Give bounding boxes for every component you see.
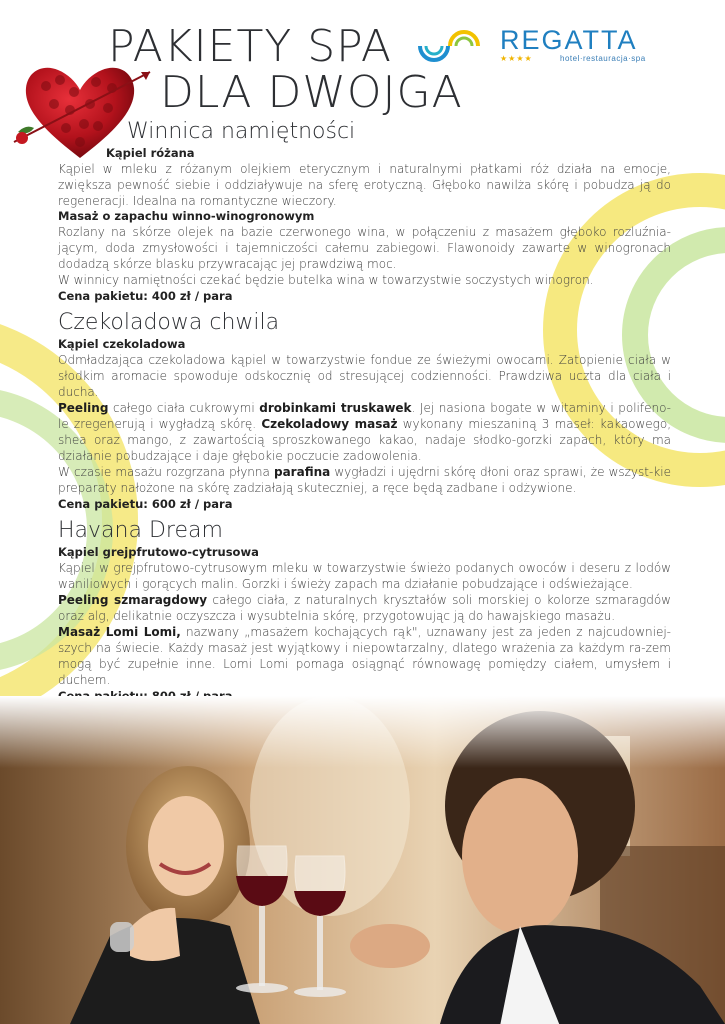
paraffin-text: W czasie masażu rozgrzana płynna bbox=[58, 465, 274, 479]
logo-tagline: hotel·restauracja·spa bbox=[560, 54, 646, 63]
section-subtitle: Kąpiel różana bbox=[106, 146, 195, 160]
regatta-logo bbox=[414, 22, 679, 72]
peeling-label: Peeling bbox=[58, 401, 109, 415]
paragraph: Odmładzająca czekoladowa kąpiel w towarzystwie fondue ze świeżymi owocami. Zatopienie ciała w słodkim aromacie spowoduje odskocznię od stresującej codzienności. Prawdziwa uczta dla ciała i ducha. bbox=[58, 353, 671, 399]
section-title: Havana Dream bbox=[58, 518, 223, 543]
paragraph: Rozlany na skórze olejek na bazie czerwonego wina, w połączeniu z masażem głęboko rozluźnia-jącym, doda zmysłowości i tajemniczości całemu zabiegowi. Flawonoidy zawarte w winogronach dodadzą skórze blasku przywracając jej prawdziwą moc. bbox=[58, 225, 671, 271]
paragraph: W winnicy namiętności czekać będzie butelka wina w towarzystwie soczystych winogron. bbox=[58, 273, 594, 287]
section-winnica bbox=[58, 118, 671, 305]
paraffin-text: wygładzi i ujędrni skórę dłoni oraz sprawi, że wszyst-kie preparaty nałożone na skórę zadziałają skuteczniej, a ręce będą zadbane i odżywione. bbox=[58, 465, 671, 495]
peeling-highlight: drobinkami truskawek bbox=[259, 401, 412, 415]
logo-name: REGATTA bbox=[500, 25, 638, 55]
page-title-line-1: PAKIETY SPA bbox=[108, 21, 392, 72]
massage-text: wykonany mieszaniną 3 maseł: kakaowego, shea oraz mango, z zawartością sproszkowanego kakao, nadaje słodko-gorzki zapach, który ma działanie pobudzające i daje głębokie poczucie zadowolenia. bbox=[58, 417, 672, 463]
peeling-text: całego ciała, z naturalnych kryształów soli morskiej o kolorze szmaragdów oraz alg, delikatnie oczyszcza i wysubtelnia skórę, przygotowując ją do hawajskiego masażu. bbox=[58, 593, 671, 623]
paragraph bbox=[58, 624, 671, 688]
package-price: Cena pakietu: 600 zł / para bbox=[58, 497, 233, 511]
paraffin-label: parafina bbox=[273, 465, 331, 479]
package-price: Cena pakietu: 400 zł / para bbox=[58, 289, 233, 303]
section-havana bbox=[58, 517, 671, 705]
section-czekoladowa bbox=[58, 309, 671, 513]
peeling-text: . Jej nasiona bogate w witaminy i polifeno-le zregenerują i wygładzą skórę. bbox=[58, 401, 672, 431]
section-title: Czekoladowa chwila bbox=[58, 310, 280, 335]
section-subtitle: Kąpiel czekoladowa bbox=[58, 337, 186, 351]
section-subtitle: Masaż o zapachu winno-winogronowym bbox=[58, 209, 315, 223]
couple-wine-photo bbox=[0, 696, 725, 1024]
paragraph bbox=[58, 464, 671, 496]
logo-stars: ★★★★ bbox=[500, 54, 533, 63]
section-title: Winnica namiętności bbox=[127, 119, 356, 144]
main-content bbox=[58, 118, 671, 705]
massage-label: Masaż Lomi Lomi, bbox=[58, 625, 181, 639]
paragraph bbox=[58, 400, 671, 464]
paragraph bbox=[58, 592, 671, 624]
section-subtitle: Kąpiel grejpfrutowo-cytrusowa bbox=[58, 545, 259, 559]
regatta-wave-icon bbox=[414, 22, 494, 70]
peeling-label: Peeling szmaragdowy bbox=[58, 593, 208, 607]
paragraph: Kąpiel w mleku z różanym olejkiem eterycznym i naturalnymi płatkami róż działa na emocje, zwiększa pewność siebie i oddziaływuje na sferę erotyczną. Głęboko nawilża skórę i pobudza ją do regeneracji. Idealna na romantyczne wieczory. bbox=[58, 162, 671, 208]
massage-text: nazwany „masażem kochających rąk", uznawany jest za jeden z najcudowniej-szych na świecie. Każdy masaż jest wyjątkowy i niepowtarzalny, dlatego wrażenia za każdym ra-zem mogą być zupełnie inne. Lomi Lomi pomaga osiągnąć równowagę pomiędzy ciałem, umysłem i duchem. bbox=[58, 625, 671, 687]
page-title-line-2: DLA DWOJGA bbox=[160, 67, 463, 118]
massage-label: Czekoladowy masaż bbox=[261, 417, 398, 431]
peeling-text: całego ciała cukrowymi bbox=[108, 401, 260, 415]
paragraph: Kąpiel w grejpfrutowo-cytrusowym mleku w towarzystwie świeżo podanych owoców i deseru z lodów waniliowych i gorących malin. Gorzki i świeży zapach ma działanie pobudzające i odświeżające. bbox=[58, 561, 671, 591]
